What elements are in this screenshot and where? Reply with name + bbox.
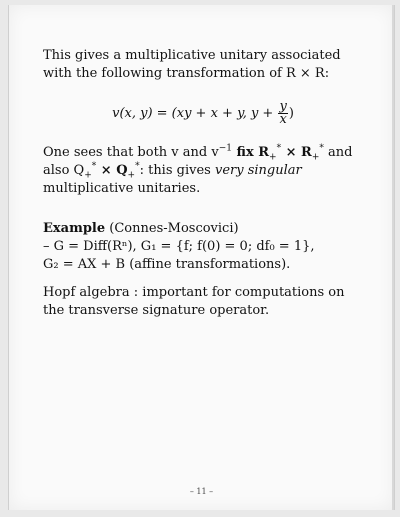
example-heading <box>43 220 363 238</box>
text-fragment: × R <box>281 145 312 160</box>
text-fragment: and also Q <box>43 145 353 178</box>
transformation-equation <box>43 101 363 126</box>
subscript-plus: + <box>269 152 277 163</box>
superscript-star: * <box>319 143 324 154</box>
example-line-2: G₂ = AX + B (affine transformations). <box>43 257 291 272</box>
subscript-plus: + <box>84 170 92 181</box>
example-attribution: (Connes-Moscovici) <box>109 221 239 236</box>
equation-fraction <box>278 101 287 126</box>
example-line-1: – G = Diff(Rⁿ), G₁ = {f; f(0) = 0; df₀ = 1}, <box>43 239 315 254</box>
page-content <box>43 47 363 320</box>
spacer <box>43 198 363 220</box>
subscript-plus: + <box>311 152 320 163</box>
text-fragment: : this gives <box>139 163 215 178</box>
text-fragment: × Q <box>96 163 128 178</box>
hopf-paragraph: Hopf algebra : important for computations on the transverse signature operator. <box>43 285 345 318</box>
text-fragment: One sees that both v and v <box>43 145 219 160</box>
fraction-numerator: y <box>279 99 287 114</box>
fraction-denominator: x <box>279 112 287 127</box>
superscript-star: * <box>276 143 282 154</box>
superscript-star: * <box>91 161 97 172</box>
page-number: – 11 – <box>189 487 214 496</box>
fixed-points-paragraph <box>43 144 363 198</box>
equation-close: ) <box>288 106 294 121</box>
subscript-plus: + <box>127 170 136 181</box>
superscript-star: * <box>135 161 140 172</box>
intro-paragraph: This gives a multiplicative unitary associated with the following transformation of R × R: <box>43 48 341 81</box>
equation-lhs: v(x, y) = (xy + x + y, y + <box>112 106 278 121</box>
emphasis-text: very singular <box>214 163 302 178</box>
page-edge <box>392 5 394 510</box>
text-fragment: multiplicative unitaries. <box>43 181 201 196</box>
text-fragment: fix R <box>231 145 270 160</box>
spacer <box>43 274 363 284</box>
document-page <box>8 5 395 510</box>
inverse-superscript: −1 <box>218 143 232 154</box>
example-label: Example <box>43 221 106 236</box>
